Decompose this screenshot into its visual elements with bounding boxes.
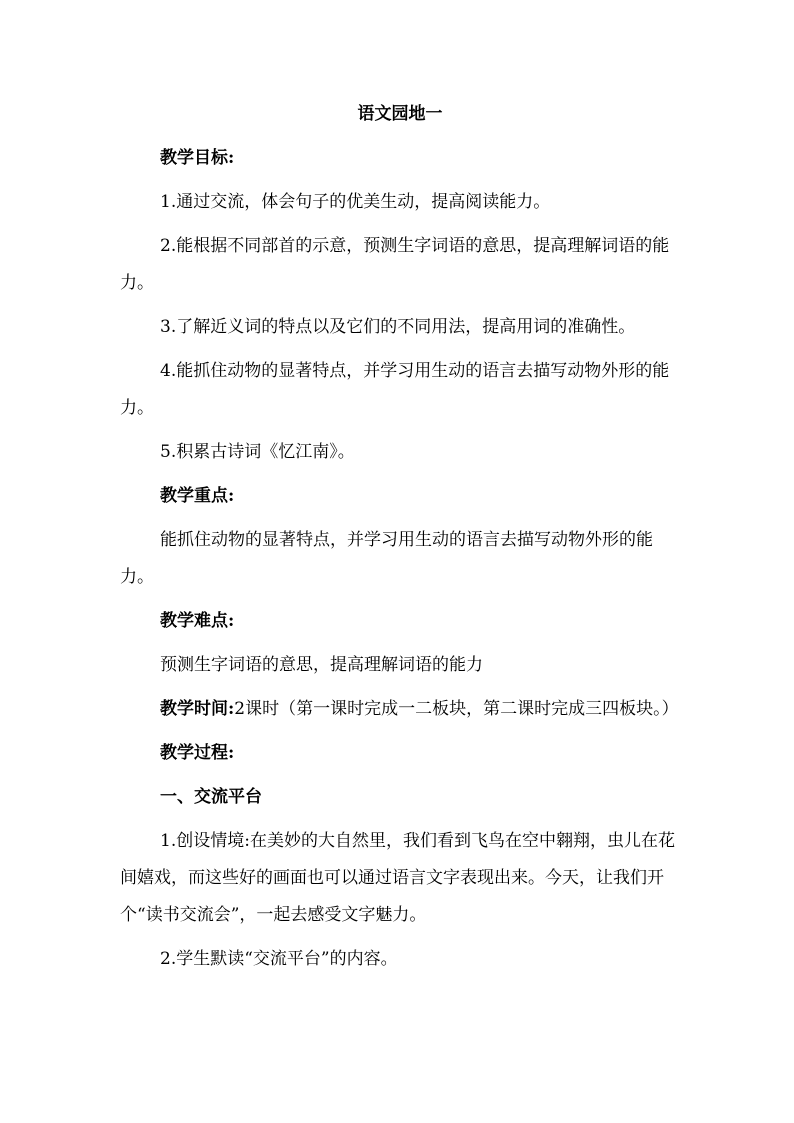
process-heading: 教学过程: [160, 743, 235, 763]
teaching-time-label: 教学时间: [160, 699, 235, 719]
objective-item-5: 5.积累古诗词《忆江南》。 [160, 442, 355, 462]
key-points-heading: 教学重点: [160, 486, 235, 506]
difficulties-heading: 教学难点: [160, 611, 235, 631]
teaching-time [120, 691, 680, 728]
objective-item-1: 1.通过交流，体会句子的优美生动，提高阅读能力。 [160, 192, 551, 212]
difficulties-text: 预测生字词语的意思，提高理解词语的能力 [160, 655, 483, 675]
teaching-time-text: 2课时（第一课时完成一二板块，第二课时完成三四板块。） [234, 699, 679, 719]
document-title: 语文园地一 [357, 104, 443, 124]
objectives-heading: 教学目标: [160, 148, 235, 168]
document-body [120, 96, 680, 985]
objective-item-2: 2.能根据不同部首的示意，预测生字词语的意思，提高理解词语的能力。 [120, 236, 670, 293]
process-step-2: 2.学生默读“交流平台”的内容。 [160, 949, 398, 969]
section-1-heading: 一、交流平台 [160, 787, 262, 807]
objective-item-4: 4.能抓住动物的显著特点，并学习用生动的语言去描写动物外形的能力。 [120, 361, 670, 418]
process-step-1: 1.创设情境:在美妙的大自然里，我们看到飞鸟在空中翱翔，虫儿在花间嬉戏，而这些好的画面也可以通过语言文字表现出来。今天，让我们开个“读书交流会”，一起去感受文字魅力。 [120, 831, 675, 925]
key-points-text: 能抓住动物的显著特点，并学习用生动的语言去描写动物外形的能力。 [120, 530, 653, 587]
objective-item-3: 3.了解近义词的特点以及它们的不同用法，提高用词的准确性。 [160, 317, 636, 337]
